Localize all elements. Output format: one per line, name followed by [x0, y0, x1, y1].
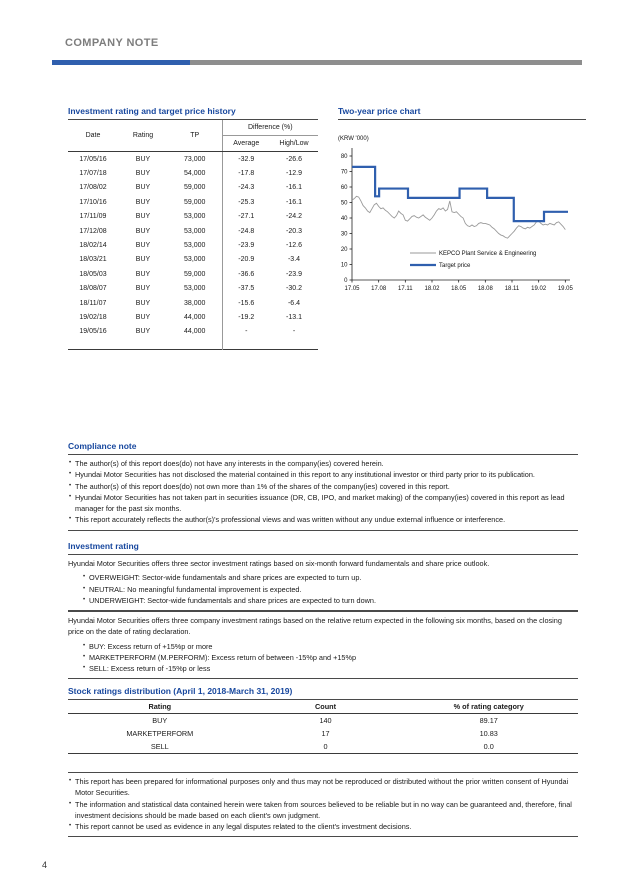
company-rating-section	[68, 611, 578, 679]
table-cell: 18/02/14	[79, 242, 107, 250]
table-cell: -24.2	[286, 213, 302, 221]
table-cell	[68, 339, 118, 350]
svg-text:30: 30	[340, 231, 348, 238]
table-cell: 17/11/09	[79, 213, 107, 221]
svg-text:70: 70	[340, 169, 348, 176]
table-cell: 53,000	[184, 285, 206, 293]
table-cell: 54,000	[184, 170, 206, 178]
table-cell: -24.8	[222, 224, 270, 238]
svg-text:10: 10	[340, 262, 348, 269]
svg-text:17.11: 17.11	[398, 286, 413, 292]
table-cell: BUY	[135, 313, 151, 321]
column-header-count: Count	[252, 700, 400, 714]
table-cell	[222, 339, 270, 350]
table-cell: 59,000	[184, 198, 206, 206]
table-cell: -23.9	[286, 270, 302, 278]
table-cell: 19/05/16	[79, 328, 107, 336]
table-cell: 17/05/16	[79, 155, 107, 163]
y-axis-unit-label: (KRW '000)	[338, 136, 369, 142]
table-spacer-row	[68, 339, 318, 350]
table-row	[68, 224, 318, 238]
table-cell: BUY	[135, 299, 151, 307]
table-cell: -30.2	[286, 285, 302, 293]
compliance-section	[68, 441, 578, 531]
table-cell: 17/08/02	[79, 184, 107, 192]
disclaimer-section	[68, 772, 578, 837]
distribution-table-header	[68, 700, 578, 714]
table-cell: -19.2	[222, 310, 270, 324]
distribution-table-body	[68, 714, 578, 754]
table-cell: BUY	[135, 155, 151, 163]
table-row	[68, 253, 318, 267]
table-cell	[270, 339, 318, 350]
investment-rating-title: Investment rating	[68, 541, 578, 555]
history-table-body	[68, 152, 318, 350]
bullet-item: • The author(s) of this report does(do) not have any interests in the company(ies) covered herein.	[68, 458, 578, 469]
table-cell: 89.17	[479, 716, 498, 725]
table-row	[68, 296, 318, 310]
table-cell: -	[292, 328, 296, 336]
table-cell: BUY	[135, 285, 151, 293]
svg-text:17.05: 17.05	[344, 286, 360, 292]
bullet-item: • The author(s) of this report does(do) not own more than 1% of the shares of the company(ies) covered in this report.	[68, 481, 578, 492]
history-section	[68, 106, 318, 350]
bullet-item: • This report cannot be used as evidence in any legal disputes related to the client's investment decisions.	[68, 821, 578, 832]
table-cell: 17	[321, 729, 330, 738]
table-cell: BUY	[135, 213, 151, 221]
svg-text:20: 20	[340, 247, 348, 254]
table-cell: BUY	[135, 198, 151, 206]
table-cell: -12.9	[286, 170, 302, 178]
table-cell: 140	[319, 716, 332, 725]
company-rating-list	[82, 638, 578, 679]
table-row	[68, 166, 318, 180]
table-cell: -24.3	[222, 181, 270, 195]
price-chart-section	[338, 106, 586, 292]
bullet-item: • Hyundai Motor Securities has not disclosed the material contained in this report to any institutional investor or third party prior to its publication.	[68, 469, 578, 480]
svg-text:40: 40	[340, 216, 348, 223]
table-row	[68, 181, 318, 195]
bullet-item: • This report has been prepared for informational purposes only and thus may not be reproduced or distributed without the prior written consent of Hyundai Motor Securities.	[68, 776, 578, 799]
table-row	[68, 238, 318, 252]
table-cell: BUY	[135, 242, 151, 250]
table-cell: 18/05/03	[79, 270, 107, 278]
investment-rating-intro: Hyundai Motor Securities offers three sector investment ratings based on six-month forward fundamentals and share price outlook.	[68, 559, 490, 568]
svg-text:60: 60	[340, 185, 348, 192]
bullet-item: • UNDERWEIGHT: Sector-wide fundamentals and share prices are expected to turn down.	[82, 595, 578, 606]
header-rule-accent	[52, 60, 190, 65]
history-table-header	[68, 120, 318, 152]
table-cell: -3.4	[287, 256, 301, 264]
price-series-line	[352, 196, 565, 238]
chart-section-title: Two-year price chart	[338, 106, 586, 120]
compliance-list	[68, 455, 578, 530]
table-row	[68, 310, 318, 324]
table-cell: 17/10/16	[79, 198, 107, 206]
compliance-title: Compliance note	[68, 441, 578, 455]
svg-text:18.08: 18.08	[477, 286, 493, 292]
column-header-percent: % of rating category	[399, 700, 578, 714]
table-cell: -17.8	[222, 166, 270, 180]
table-cell: -	[222, 325, 270, 339]
column-header-rating: Rating	[118, 120, 168, 152]
table-row	[68, 727, 578, 740]
table-cell: -20.3	[286, 227, 302, 235]
column-header-date: Date	[68, 120, 118, 152]
distribution-table	[68, 700, 578, 754]
table-cell: 59,000	[184, 270, 206, 278]
table-cell: BUY	[135, 184, 151, 192]
table-cell: -15.6	[222, 296, 270, 310]
distribution-section	[68, 686, 578, 754]
table-cell: -16.1	[286, 198, 302, 206]
table-cell: 53,000	[184, 213, 206, 221]
table-cell: BUY	[135, 328, 151, 336]
legend-label: Target price	[439, 263, 471, 270]
company-rating-intro: Hyundai Motor Securities offers three company investment ratings based on the relative return expected in the following six months, based on the closing price on the date of rating declaration.	[68, 616, 562, 637]
price-chart-svg	[338, 130, 586, 302]
table-cell: -13.1	[286, 313, 302, 321]
table-cell: 19/02/18	[79, 313, 107, 321]
table-cell: BUY	[135, 170, 151, 178]
table-cell: BUY	[152, 716, 168, 725]
table-cell: -27.1	[222, 210, 270, 224]
bullet-item: • NEUTRAL: No meaningful fundamental improvement is expected.	[82, 584, 578, 595]
table-cell: SELL	[150, 742, 169, 751]
table-cell: -23.9	[222, 238, 270, 252]
bullet-item: • The information and statistical data contained herein were taken from sources believed to be reliable but in no way can be guaranteed and, therefore, final investment decisions should be made based on each client's own judgment.	[68, 799, 578, 822]
target-price-line	[352, 167, 568, 221]
distribution-title: Stock ratings distribution (April 1, 2018-March 31, 2019)	[68, 686, 578, 700]
page-number: 4	[42, 860, 48, 870]
bullet-item: • MARKETPERFORM (M.PERFORM): Excess return of between -15%p and +15%p	[82, 652, 578, 663]
table-cell: -32.9	[222, 152, 270, 167]
column-header-difference: Difference (%)	[222, 120, 318, 136]
table-cell: -36.6	[222, 267, 270, 281]
bullet-item: • SELL: Excess return of -15%p or less	[82, 663, 578, 674]
bullet-item: • This report accurately reflects the author(s)'s professional views and was written without any undue external influence or interference.	[68, 514, 578, 525]
svg-text:19.05: 19.05	[557, 286, 573, 292]
column-header-highlow: High/Low	[270, 136, 318, 152]
table-row	[68, 740, 578, 754]
bullet-item: • Hyundai Motor Securities has not taken part in securities issuance (DR, CB, IPO, and market making) of the company(ies) covered in this report as lead manager for the past six months.	[68, 492, 578, 515]
table-cell: 18/03/21	[79, 256, 107, 264]
svg-text:18.05: 18.05	[451, 286, 467, 292]
table-cell: -25.3	[222, 195, 270, 209]
bullet-item: • OVERWEIGHT: Sector-wide fundamentals and share prices are expected to turn up.	[82, 572, 578, 583]
table-cell	[118, 339, 168, 350]
column-header-tp: TP	[168, 120, 222, 152]
investment-rating-section	[68, 541, 578, 611]
table-cell: 59,000	[184, 184, 206, 192]
legend-label: KEPCO Plant Service & Engineering	[439, 251, 537, 258]
table-cell	[168, 339, 222, 350]
table-cell: 0	[323, 742, 328, 751]
table-cell: 17/12/08	[79, 227, 107, 235]
table-cell: MARKETPERFORM	[126, 729, 194, 738]
table-cell: 17/07/18	[79, 170, 107, 178]
bullet-item: • BUY: Excess return of +15%p or more	[82, 641, 578, 652]
table-cell: 44,000	[184, 328, 206, 336]
page-title: COMPANY NOTE	[65, 37, 159, 49]
table-cell: 44,000	[184, 313, 206, 321]
table-cell: -16.1	[286, 184, 302, 192]
column-header-average: Average	[222, 136, 270, 152]
table-row	[68, 267, 318, 281]
table-cell: 73,000	[184, 155, 206, 163]
svg-text:50: 50	[340, 200, 348, 207]
column-header-rating: Rating	[68, 700, 252, 714]
table-row	[68, 210, 318, 224]
header-rule	[52, 60, 582, 65]
table-cell: 53,000	[184, 256, 206, 264]
table-row	[68, 195, 318, 209]
table-cell: 53,000	[184, 242, 206, 250]
table-row	[68, 282, 318, 296]
investment-rating-list	[82, 569, 578, 610]
table-cell: 0.0	[483, 742, 494, 751]
table-cell: BUY	[135, 256, 151, 264]
table-cell: 18/11/07	[79, 299, 107, 307]
history-table	[68, 120, 318, 350]
table-cell: 53,000	[184, 227, 206, 235]
disclaimer-list	[68, 773, 578, 836]
table-row	[68, 152, 318, 167]
table-cell: -26.6	[286, 155, 302, 163]
table-cell: -6.4	[287, 299, 301, 307]
svg-text:18.02: 18.02	[424, 286, 440, 292]
table-cell: BUY	[135, 227, 151, 235]
table-cell: BUY	[135, 270, 151, 278]
table-cell: 38,000	[184, 299, 206, 307]
svg-text:17.08: 17.08	[371, 286, 387, 292]
table-row	[68, 714, 578, 728]
svg-text:18.11: 18.11	[504, 286, 520, 292]
table-cell: -37.5	[222, 282, 270, 296]
svg-text:19.02: 19.02	[531, 286, 547, 292]
table-row	[68, 325, 318, 339]
table-cell: -12.6	[286, 242, 302, 250]
svg-text:80: 80	[340, 154, 348, 161]
table-cell: 18/08/07	[79, 285, 107, 293]
table-cell: -20.9	[222, 253, 270, 267]
history-section-title: Investment rating and target price history	[68, 106, 318, 120]
table-cell: 10.83	[479, 729, 498, 738]
svg-text:0: 0	[344, 278, 348, 285]
